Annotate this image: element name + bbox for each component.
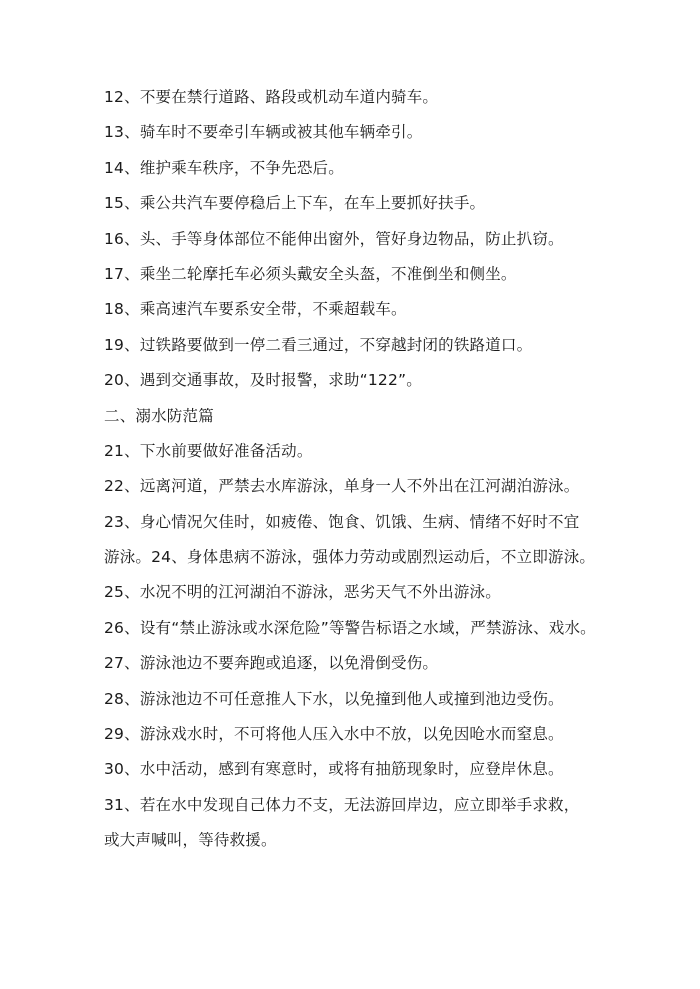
text-line-13: 13、骑车时不要牵引车辆或被其他车辆牵引。: [104, 123, 423, 142]
text-line-25: 25、水况不明的江河湖泊不游泳，恶劣天气不外出游泳。: [104, 583, 501, 602]
text-line-31: 31、若在水中发现自己体力不支，无法游回岸边，应立即举手求救，: [104, 795, 580, 814]
text-line-17: 17、乘坐二轮摩托车必须头戴安全头盔，不准倒坐和侧坐。: [104, 264, 517, 283]
section-heading: 二、溺水防范篇: [104, 406, 214, 425]
text-line-20: 20、遇到交通事故，及时报警，求助“122”。: [104, 371, 422, 390]
text-line-16: 16、头、手等身体部位不能伸出窗外，管好身边物品，防止扒窃。: [104, 229, 564, 248]
text-line-14: 14、维护乘车秩序，不争先恐后。: [104, 158, 344, 177]
text-line-30: 30、水中活动，感到有寒意时，或将有抽筋现象时，应登岸休息。: [104, 760, 564, 779]
text-line-29: 29、游泳戏水时，不可将他人压入水中不放，以免因呛水而窒息。: [104, 725, 564, 744]
text-line-21: 21、下水前要做好准备活动。: [104, 441, 313, 460]
text-line-28: 28、游泳池边不可任意推人下水，以免撞到他人或撞到池边受伤。: [104, 689, 564, 708]
text-line-22: 22、远离河道，严禁去水库游泳，单身一人不外出在江河湖泊游泳。: [104, 477, 580, 496]
text-line-12: 12、不要在禁行道路、路段或机动车道内骑车。: [104, 88, 439, 106]
text-line-23: 23、身心情况欠佳时，如疲倦、饱食、饥饿、生病、情绪不好时不宜: [104, 512, 580, 531]
text-line-27: 27、游泳池边不要奔跑或追逐，以免滑倒受伤。: [104, 654, 439, 673]
text-line-26: 26、设有“禁止游泳或水深危险”等警告标语之水域，严禁游泳、戏水。: [104, 618, 596, 637]
text-line-23-24-cont: 游泳。24、身体患病不游泳，强体力劳动或剧烈运动后，不立即游泳。: [104, 548, 596, 567]
text-line-19: 19、过铁路要做到一停二看三通过，不穿越封闭的铁路道口。: [104, 335, 533, 354]
text-line-15: 15、乘公共汽车要停稳后上下车，在车上要抓好扶手。: [104, 194, 486, 213]
text-line-18: 18、乘高速汽车要系安全带，不乘超载车。: [104, 300, 407, 319]
text-line-31-cont: 或大声喊叫，等待救援。: [104, 831, 277, 850]
